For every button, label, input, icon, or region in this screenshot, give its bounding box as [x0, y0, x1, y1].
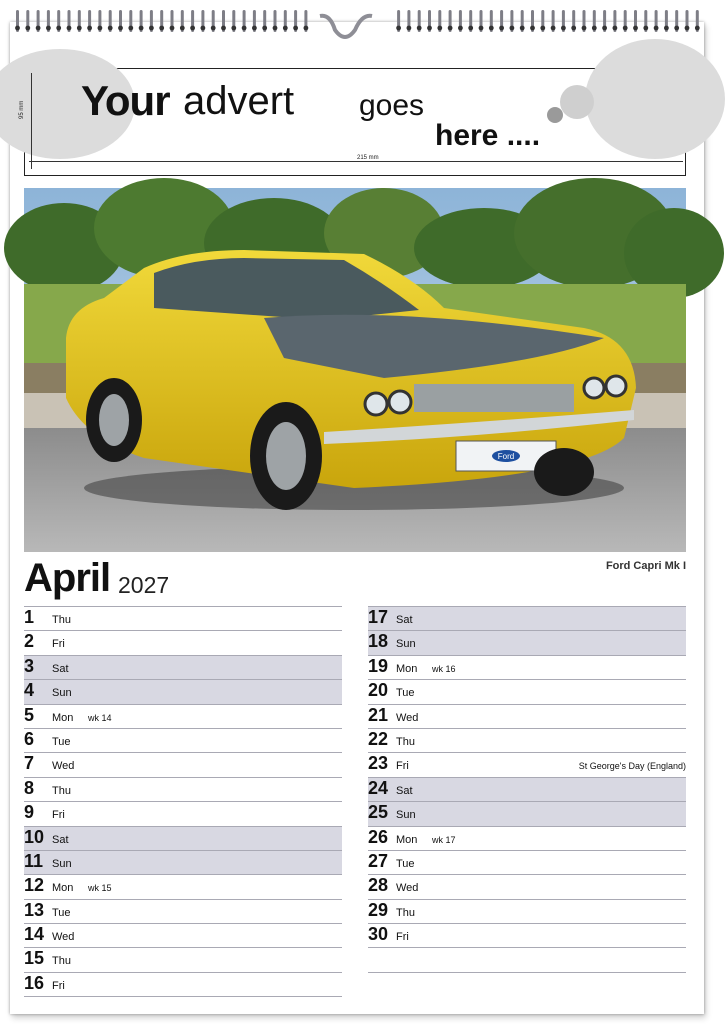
binding-hole	[427, 26, 432, 31]
weekday-label: Tue	[396, 857, 415, 870]
binding-hole	[458, 26, 463, 31]
binding-hole	[695, 26, 700, 31]
weekday-label: Sun	[396, 638, 416, 651]
width-dimension-line	[29, 161, 683, 162]
day-row[interactable]	[368, 679, 686, 703]
day-number: 24	[368, 777, 389, 798]
binding-hole	[561, 26, 566, 31]
weekday-label: Thu	[396, 906, 415, 919]
binding-hole	[417, 26, 422, 31]
advert-headline-word: Your	[81, 77, 170, 124]
binding-hole	[67, 26, 72, 31]
binding-hole	[530, 26, 535, 31]
day-number: 1	[24, 607, 35, 627]
binding-hole	[664, 26, 669, 31]
binding-hole	[293, 26, 298, 31]
day-number: 25	[368, 802, 389, 823]
weekday-label: Tue	[52, 735, 71, 748]
binding-hole	[149, 26, 154, 31]
width-dimension-label: 215 mm	[357, 155, 379, 161]
day-row[interactable]	[24, 704, 342, 728]
day-row[interactable]	[24, 679, 342, 703]
day-row[interactable]	[24, 899, 342, 923]
binding-hole	[211, 26, 216, 31]
weekday-label: Thu	[396, 735, 415, 748]
binding-hole	[159, 26, 164, 31]
weekday-label: Wed	[396, 711, 419, 724]
day-number: 13	[24, 899, 45, 920]
day-row[interactable]	[24, 630, 342, 654]
binding-hole	[643, 26, 648, 31]
day-row[interactable]	[368, 850, 686, 874]
weekday-label: Fri	[52, 638, 65, 651]
binding-hole	[87, 26, 92, 31]
week-number: wk 17	[432, 834, 456, 845]
binding-hole	[139, 26, 144, 31]
binding-hole	[582, 26, 587, 31]
day-row[interactable]	[24, 947, 342, 971]
binding-hole	[623, 26, 628, 31]
binding-hole	[489, 26, 494, 31]
days-column-right	[368, 606, 686, 973]
binding-hole	[468, 26, 473, 31]
weekday-label: Thu	[52, 784, 71, 797]
day-row[interactable]	[24, 777, 342, 801]
plate-logo-text: Ford	[497, 452, 515, 461]
day-number: 23	[368, 753, 389, 774]
binding-hole	[25, 26, 30, 31]
day-number: 7	[24, 753, 35, 774]
day-number: 14	[24, 924, 45, 945]
day-number: 19	[368, 655, 389, 676]
week-number: wk 16	[432, 663, 456, 674]
binding-hole	[633, 26, 638, 31]
height-dimension-label: 95 mm	[19, 100, 25, 119]
binding-hole	[98, 26, 103, 31]
weekday-label: Tue	[52, 906, 71, 919]
binding-hole	[437, 26, 442, 31]
binding-hole	[551, 26, 556, 31]
binding-hole	[448, 26, 453, 31]
weekday-label: Mon	[52, 711, 74, 724]
weekday-label: Wed	[52, 760, 75, 773]
year-label: 2027	[118, 572, 170, 598]
day-row[interactable]	[24, 606, 342, 630]
day-row[interactable]	[24, 655, 342, 679]
column-end-rule	[368, 972, 686, 973]
binding-hole	[262, 26, 267, 31]
advert-headline-word: here ....	[435, 119, 541, 152]
binding-hole	[56, 26, 61, 31]
weekday-label: Sun	[52, 857, 72, 870]
weekday-label: Sat	[52, 662, 69, 675]
day-number: 3	[24, 655, 35, 676]
height-dimension-line	[31, 73, 32, 169]
day-row[interactable]	[368, 728, 686, 752]
weekday-label: Sun	[52, 687, 72, 700]
weekday-label: Mon	[396, 833, 418, 846]
binding-hole	[407, 26, 412, 31]
day-number: 4	[24, 680, 35, 701]
day-row[interactable]	[24, 801, 342, 825]
day-number: 20	[368, 680, 389, 701]
weekday-label: Fri	[52, 809, 65, 822]
binding-hole	[201, 26, 206, 31]
week-number: wk 15	[88, 883, 112, 894]
day-number: 16	[24, 972, 45, 993]
binding-hole	[221, 26, 226, 31]
day-number: 17	[368, 607, 389, 627]
weekday-label: Fri	[52, 979, 65, 992]
day-number: 2	[24, 631, 35, 652]
day-row[interactable]	[368, 923, 686, 947]
weekday-label: Sat	[396, 614, 413, 626]
photo-caption: Ford Capri Mk I	[605, 560, 686, 572]
day-row[interactable]	[24, 826, 342, 850]
binding-hole	[654, 26, 659, 31]
binding-hole	[180, 26, 185, 31]
day-row[interactable]	[368, 630, 686, 654]
binding-hole	[36, 26, 41, 31]
week-number: wk 14	[88, 712, 112, 723]
day-row[interactable]	[368, 947, 686, 971]
day-number: 10	[24, 826, 45, 847]
weekday-label: Mon	[52, 882, 74, 895]
binding-hole	[613, 26, 618, 31]
weekday-label: Sun	[396, 809, 416, 822]
binding-hole	[571, 26, 576, 31]
binding-hole	[273, 26, 278, 31]
days-column-left	[24, 606, 342, 997]
day-number: 11	[24, 850, 44, 871]
weekday-label: Wed	[52, 931, 75, 944]
day-row[interactable]	[368, 704, 686, 728]
car-photo	[24, 188, 686, 552]
day-row[interactable]	[24, 850, 342, 874]
weekday-label: Fri	[396, 931, 409, 944]
binding-hole	[304, 26, 309, 31]
day-row[interactable]	[368, 655, 686, 679]
day-row[interactable]	[24, 728, 342, 752]
binding-hole	[15, 26, 20, 31]
day-row[interactable]	[368, 606, 686, 630]
day-number: 27	[368, 850, 389, 871]
day-row[interactable]	[368, 777, 686, 801]
binding-hole	[231, 26, 236, 31]
decorative-blob	[585, 39, 725, 159]
binding-hole	[479, 26, 484, 31]
weekday-label: Tue	[396, 687, 415, 700]
binding-hole	[592, 26, 597, 31]
binding-hole	[283, 26, 288, 31]
binding-hole	[242, 26, 247, 31]
binding-hole	[685, 26, 690, 31]
binding-hole	[520, 26, 525, 31]
weekday-label: Thu	[52, 614, 71, 626]
day-row[interactable]	[24, 874, 342, 898]
holiday-note: St George's Day (England)	[578, 761, 686, 772]
binding-hole	[128, 26, 133, 31]
binding-hole	[540, 26, 545, 31]
binding-hole	[396, 26, 401, 31]
binding-hole	[252, 26, 257, 31]
wire-binding	[0, 0, 714, 40]
day-number: 28	[368, 875, 389, 896]
day-row[interactable]	[24, 972, 342, 996]
day-number: 9	[24, 802, 35, 823]
binding-hole	[170, 26, 175, 31]
binding-hole	[499, 26, 504, 31]
binding-hole	[118, 26, 123, 31]
decorative-circle	[547, 107, 563, 123]
weekday-label: Wed	[396, 882, 419, 895]
day-number: 5	[24, 704, 35, 725]
day-row[interactable]	[24, 923, 342, 947]
car-photo-illustration	[24, 188, 686, 552]
binding-hole	[108, 26, 113, 31]
day-number: 26	[368, 826, 389, 847]
day-row[interactable]	[368, 801, 686, 825]
day-row[interactable]	[368, 874, 686, 898]
month-title: April	[24, 556, 111, 600]
binding-hole	[510, 26, 515, 31]
day-row[interactable]	[24, 752, 342, 776]
day-row[interactable]	[368, 899, 686, 923]
binding-hole	[190, 26, 195, 31]
day-number: 15	[24, 948, 45, 969]
binding-hole	[46, 26, 51, 31]
day-number: 30	[368, 924, 389, 945]
weekday-label: Fri	[396, 760, 409, 773]
advert-box	[19, 68, 686, 176]
binding-hole	[602, 26, 607, 31]
day-number: 22	[368, 728, 389, 749]
column-end-rule	[24, 996, 342, 997]
weekday-label: Thu	[52, 955, 71, 968]
day-row[interactable]	[368, 826, 686, 850]
day-number: 12	[24, 875, 45, 896]
day-row[interactable]	[368, 752, 686, 776]
decorative-circle	[560, 85, 594, 119]
weekday-label: Sat	[396, 784, 413, 797]
day-number: 6	[24, 728, 35, 749]
day-number: 21	[368, 704, 389, 725]
advert-headline-word: goes	[359, 89, 425, 122]
day-number: 8	[24, 777, 35, 798]
weekday-label: Mon	[396, 662, 418, 675]
binding-hole	[77, 26, 82, 31]
weekday-label: Sat	[52, 833, 69, 846]
day-number: 18	[368, 631, 389, 652]
advert-headline-word: advert	[183, 79, 295, 123]
day-number: 29	[368, 899, 389, 920]
binding-hole	[674, 26, 679, 31]
